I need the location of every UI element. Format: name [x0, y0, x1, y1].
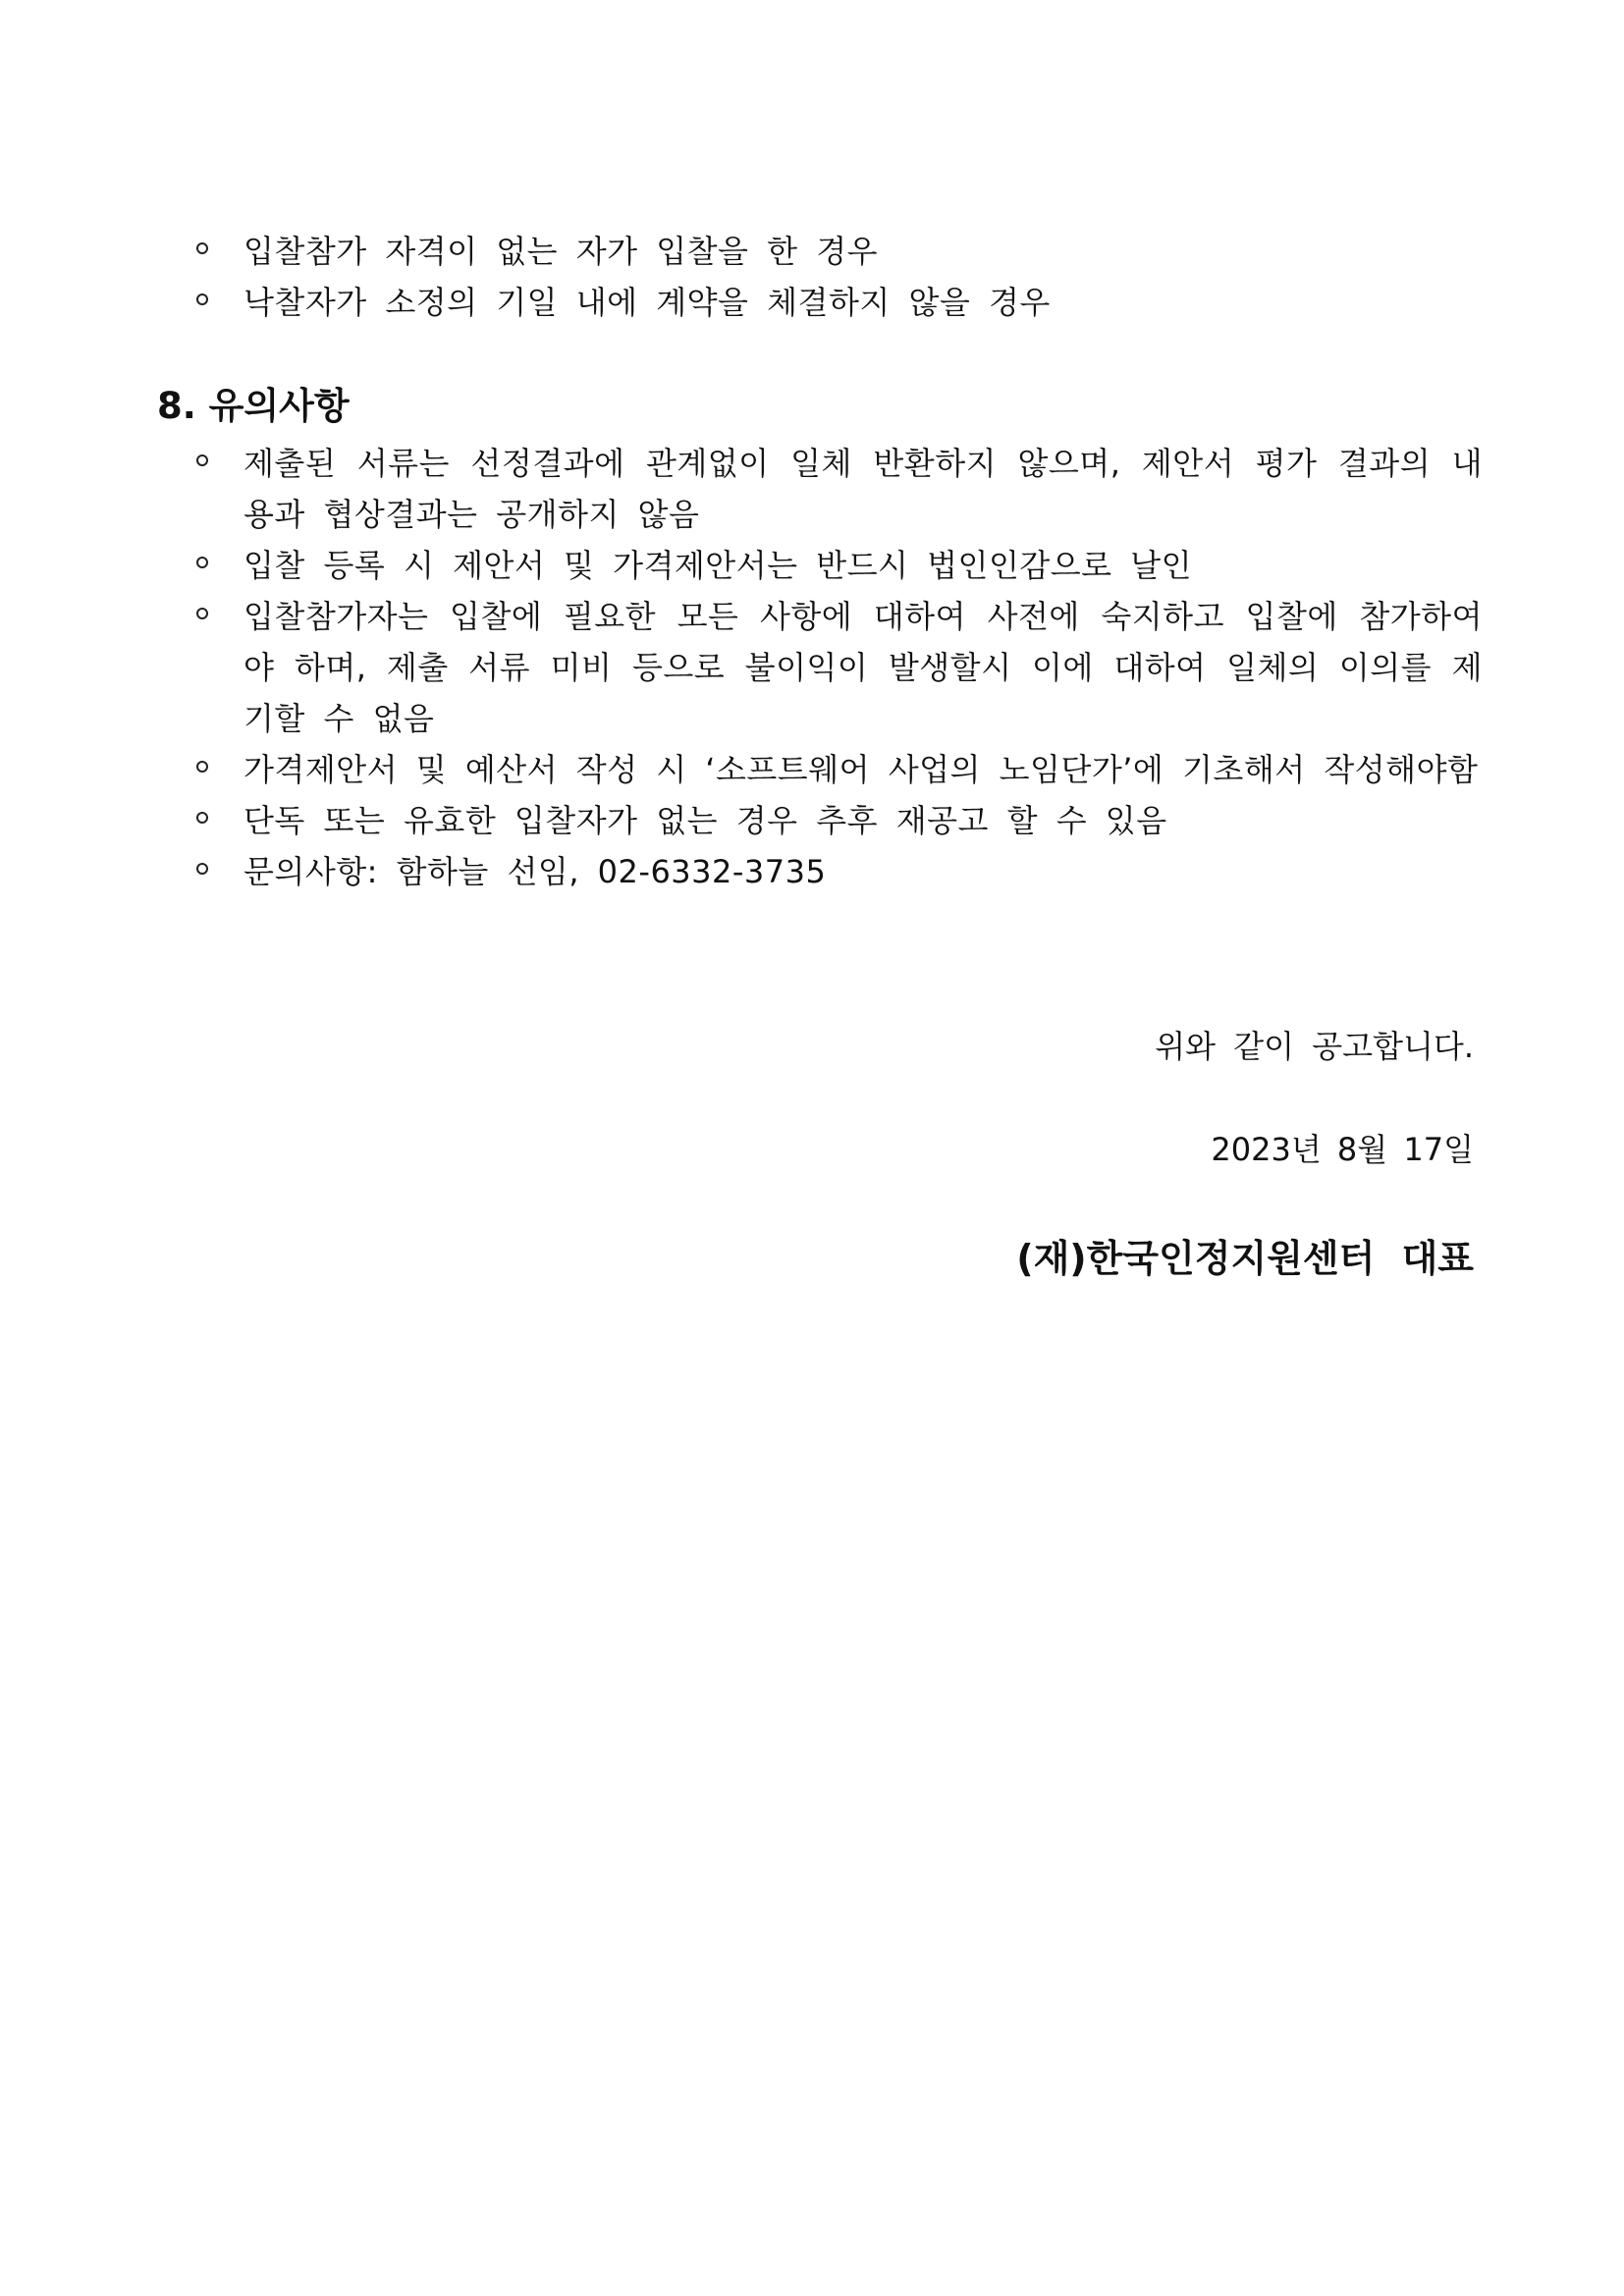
circle-bullet-icon: [196, 294, 208, 305]
list-item-text: 문의사항: 함하늘 선임, 02-6332-3735: [244, 853, 827, 890]
list-item-text: 단독 또는 유효한 입찰자가 없는 경우 추후 재공고 할 수 있음: [244, 802, 1167, 839]
list-item: [196, 540, 1483, 591]
list-item: [196, 591, 1483, 744]
circle-bullet-icon: [196, 812, 208, 824]
list-item: [196, 795, 1483, 846]
list-item-text: 낙찰자가 소정의 기일 내에 계약을 체결하지 않을 경우: [244, 284, 1051, 321]
issuer-signature: (재)한국인정지원센터 대표: [1016, 1237, 1474, 1280]
list-item: [196, 226, 1483, 277]
list-item: [196, 438, 1483, 540]
circle-bullet-icon: [196, 608, 208, 619]
section-heading: 8. 유의사항: [157, 385, 350, 427]
circle-bullet-icon: [196, 863, 208, 875]
disqualification-list: [196, 226, 1483, 328]
notes-list: [196, 438, 1483, 897]
announcement-date: 2023년 8월 17일: [1211, 1131, 1474, 1168]
circle-bullet-icon: [196, 761, 208, 773]
list-item-text: 입찰참가자는 입찰에 필요한 모든 사항에 대하여 사전에 숙지하고 입찰에 참가하여야 하며, 제출 서류 미비 등으로 불이익이 발생할시 이에 대하여 일체의 이의를 제기할 수 없음: [244, 598, 1483, 737]
list-item-text: 입찰참가 자격이 없는 자가 입찰을 한 경우: [244, 233, 879, 270]
list-item: [196, 744, 1483, 795]
circle-bullet-icon: [196, 454, 208, 466]
list-item-text: 입찰 등록 시 제안서 및 가격제안서는 반드시 법인인감으로 날인: [244, 547, 1193, 584]
list-item-text: 제출된 서류는 선정결과에 관계없이 일체 반환하지 않으며, 제안서 평가 결과의 내용과 협상결과는 공개하지 않음: [244, 445, 1483, 533]
list-item: [196, 846, 1483, 897]
closing-statement: 위와 같이 공고합니다.: [1155, 1028, 1474, 1065]
list-item: [196, 277, 1483, 328]
list-item-text: 가격제안서 및 예산서 작성 시 ‘소프트웨어 사업의 노임단가’에 기초해서 작성해야함: [244, 751, 1479, 788]
circle-bullet-icon: [196, 242, 208, 254]
circle-bullet-icon: [196, 557, 208, 568]
